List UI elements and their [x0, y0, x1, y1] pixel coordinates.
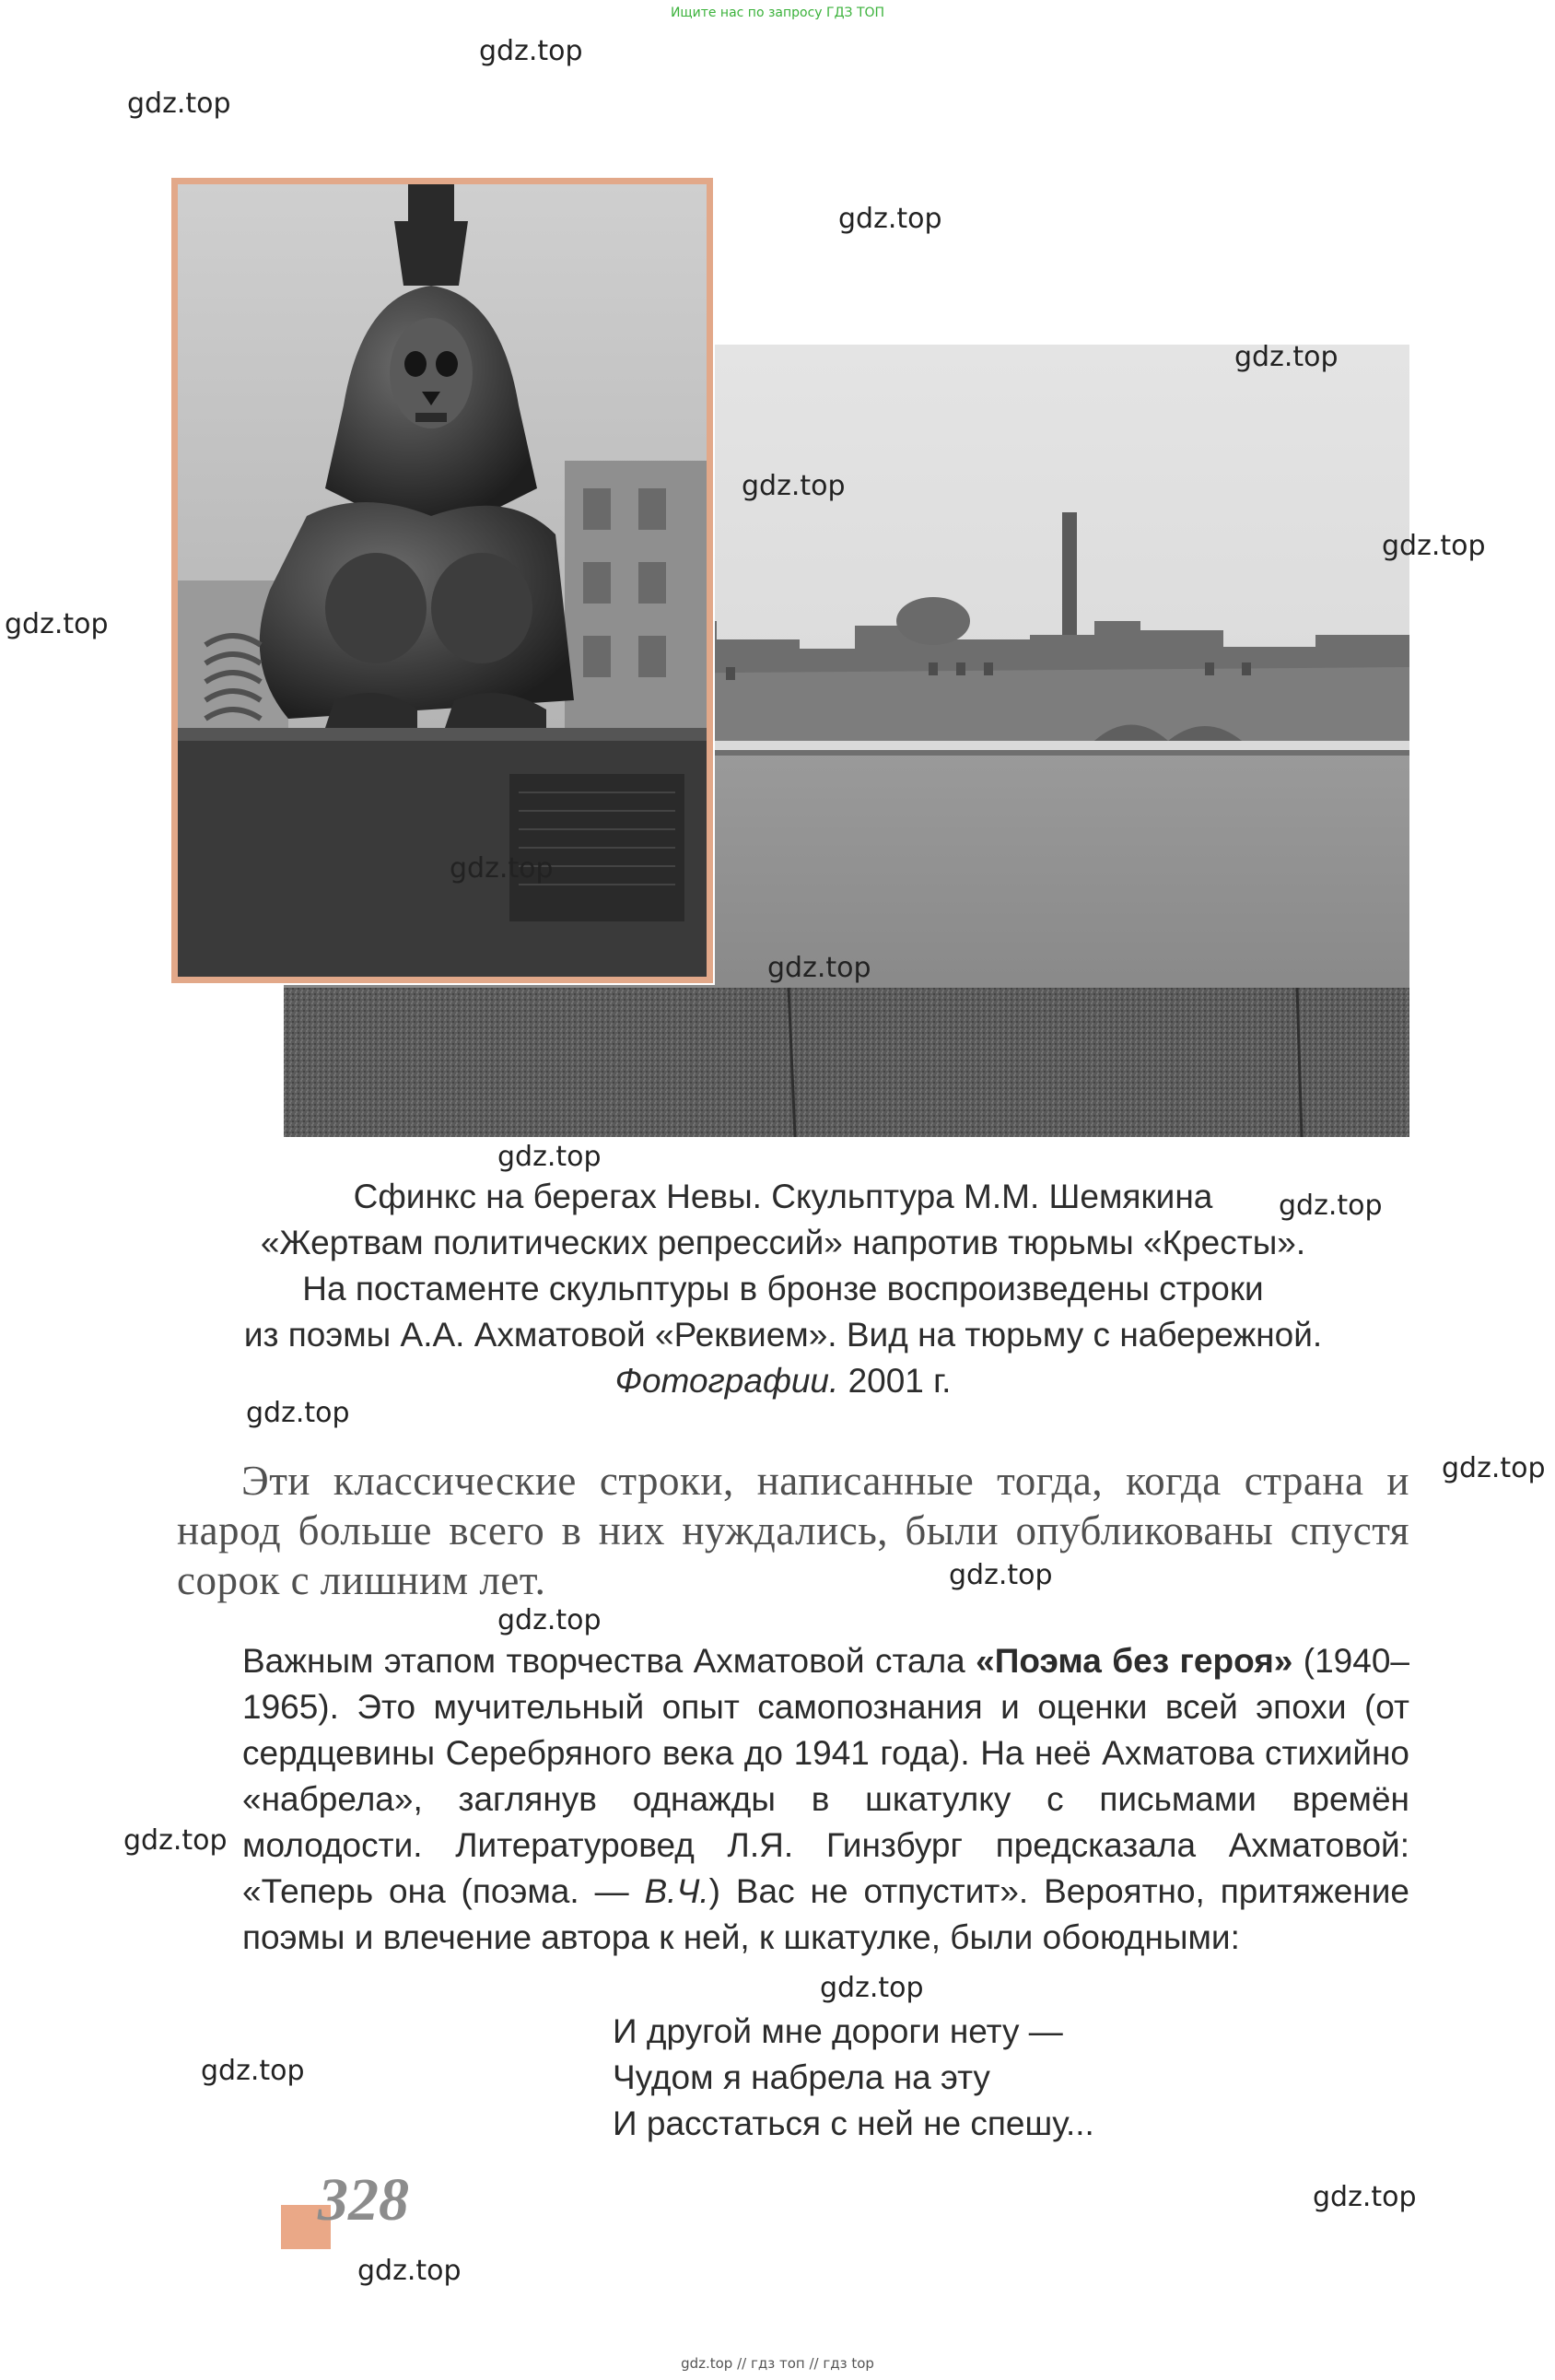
watermark: gdz.top [201, 2055, 305, 2087]
watermark: gdz.top [497, 1604, 602, 1636]
caption-photos-label: Фотографии. [614, 1362, 839, 1400]
watermark: gdz.top [742, 470, 846, 502]
watermark: gdz.top [820, 1972, 924, 2004]
watermark: gdz.top [450, 852, 554, 885]
footer-note: gdz.top // гдз топ // гдз top [681, 2355, 874, 2372]
poem-quote [613, 2009, 1094, 2147]
watermark: gdz.top [123, 1824, 228, 1857]
watermark: gdz.top [1382, 530, 1486, 562]
watermark: gdz.top [1442, 1452, 1546, 1484]
main-paragraph-part2: (1940–1965). Это мучительный опыт самопознания и оценки всей эпохи (от сердцевины Серебряного века до 1941 года). На неё Ахматова стихийно «набрела», заглянув однажды в шкатулку с письмами времён молодости. Литературовед Л.Я. Гинзбург предсказала Ахматовой: «Теперь она (поэма. — [242, 1642, 1409, 1910]
main-paragraph [242, 1638, 1409, 1961]
author-initials: В.Ч. [644, 1872, 709, 1910]
watermark: gdz.top [5, 608, 109, 640]
watermark: gdz.top [949, 1559, 1053, 1591]
watermark: gdz.top [127, 88, 231, 120]
page-number: 328 [318, 2166, 409, 2233]
main-paragraph-part3: ) Вас не отпустит». Вероятно, притяжение поэмы и влечение автора к ней, к шкатулке, были обоюдными: [242, 1872, 1409, 1956]
caption-line-1: Сфинкс на берегах Невы. Скульптура М.М. Шемякина [353, 1178, 1213, 1215]
caption-line-4: из поэмы А.А. Ахматовой «Реквием». Вид на тюрьму с набережной. [243, 1316, 1323, 1354]
watermark: gdz.top [479, 35, 583, 67]
poem-title: «Поэма без героя» [976, 1642, 1293, 1680]
watermark: gdz.top [1279, 1190, 1383, 1222]
watermark: gdz.top [1234, 341, 1339, 373]
poem-line-3: И расстаться с ней не спешу... [613, 2104, 1094, 2142]
sphinx-photo [171, 178, 713, 983]
watermark: gdz.top [497, 1141, 602, 1173]
main-paragraph-part1: Важным этапом творчества Ахматовой стала [242, 1642, 976, 1680]
watermark: gdz.top [838, 203, 942, 235]
poem-line-1: И другой мне дороги нету — [613, 2012, 1063, 2050]
top-note: Ищите нас по запросу ГДЗ ТОП [670, 6, 885, 20]
caption-line-5 [184, 1358, 1382, 1404]
photo-caption [184, 1174, 1382, 1404]
caption-line-3: На постаменте скульптуры в бронзе воспроизведены строки [302, 1270, 1264, 1307]
watermark: gdz.top [246, 1397, 350, 1429]
watermark: gdz.top [357, 2255, 462, 2287]
poem-line-2: Чудом я набрела на эту [613, 2058, 990, 2096]
watermark: gdz.top [1313, 2181, 1417, 2213]
serif-paragraph-text: Эти классические строки, написанные тогда, когда страна и народ больше всего в них нуждались, были опубликованы спустя сорок с лишним лет. [177, 1458, 1409, 1603]
serif-paragraph [177, 1456, 1409, 1605]
watermark: gdz.top [767, 952, 871, 984]
caption-year: 2001 г. [838, 1362, 952, 1400]
caption-line-2: «Жертвам политических репрессий» напротив тюрьмы «Кресты». [260, 1224, 1306, 1261]
